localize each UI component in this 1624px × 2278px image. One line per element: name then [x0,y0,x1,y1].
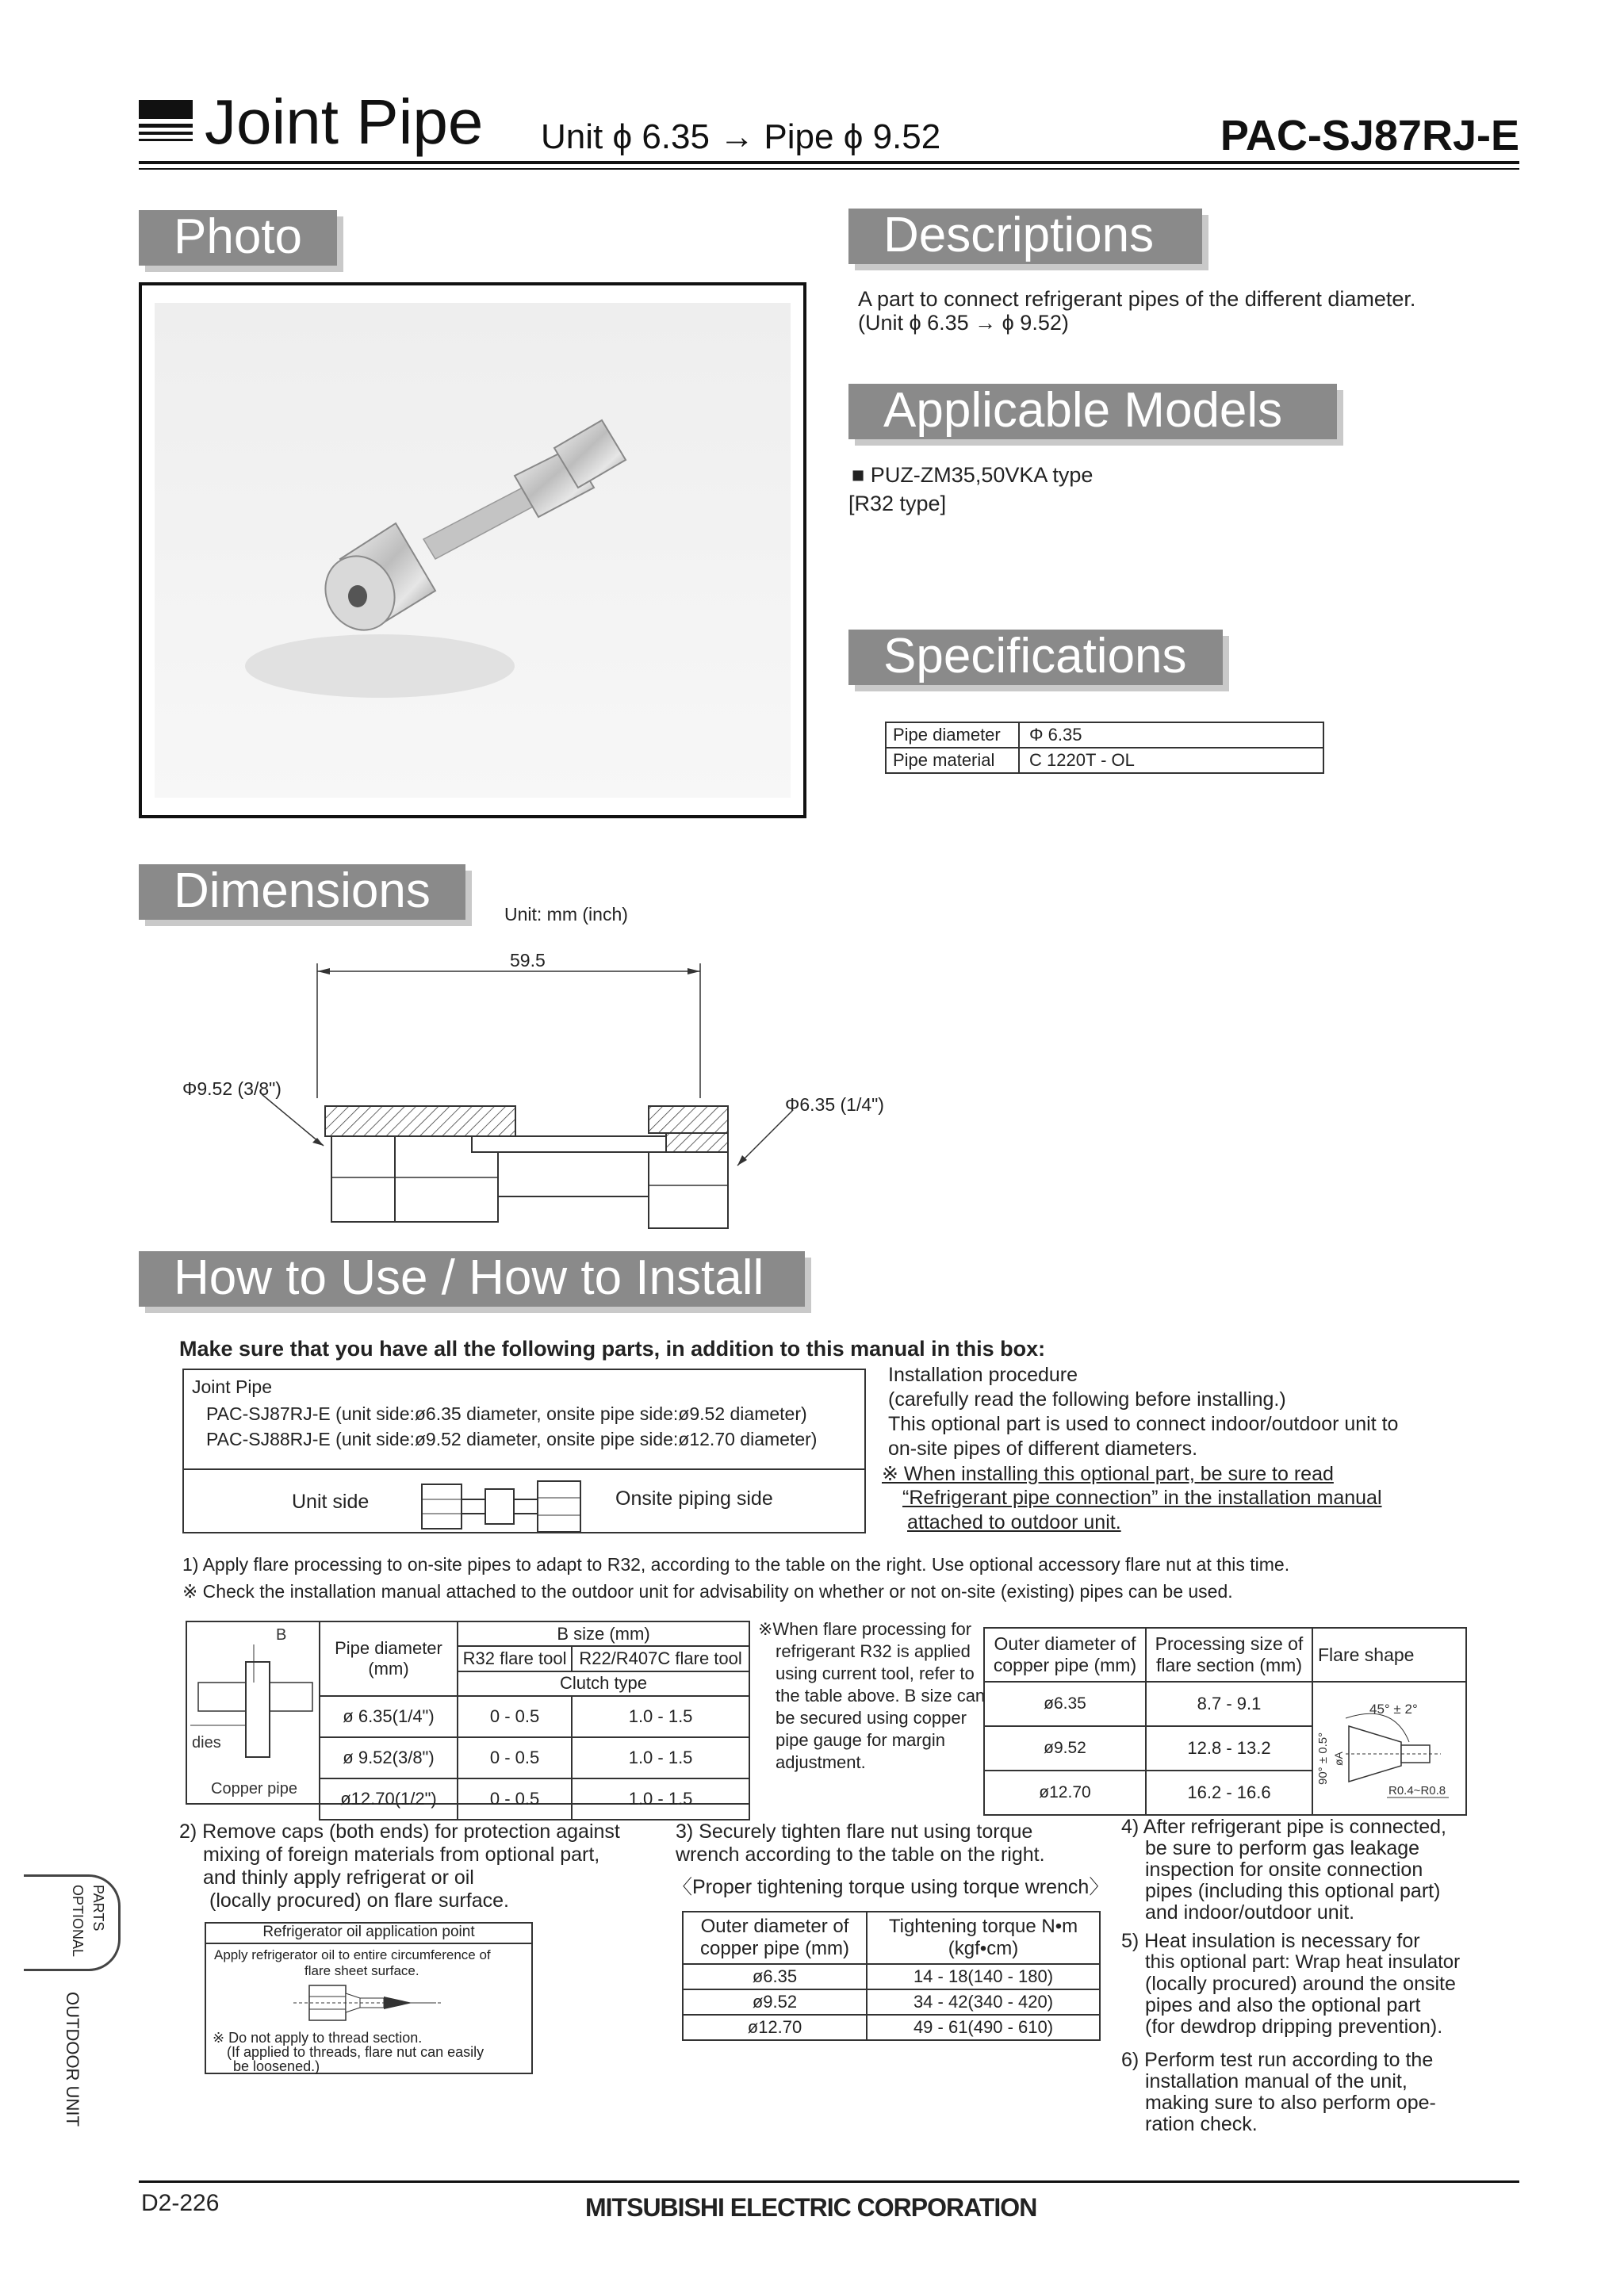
row-r32: 0 - 0.5 [458,1778,572,1820]
step5-line5: (for dewdrop dripping prevention). [1145,2016,1443,2038]
row-diameter: ø 9.52(3/8") [320,1737,458,1778]
step1-note: ※ Check the installation manual attached to the outdoor unit for advisability on whether or not on-site (existing) pipes can be used. [182,1581,1233,1602]
install-intro: Make sure that you have all the following parts, in addition to this manual in this box: [179,1337,1046,1361]
side-tab-optional: OPTIONAL [70,1885,86,1958]
flare-note-6: pipe gauge for margin [776,1730,946,1750]
parts-box-divider [184,1468,864,1470]
parts-box-line1: PAC-SJ87RJ-E (unit side:ø6.35 diameter, onsite pipe side:ø9.52 diameter) [206,1403,807,1424]
procedure-line3: This optional part is used to connect indoor/outdoor unit to [888,1413,1399,1435]
header-torque [867,1912,1100,1964]
header-pipe-diameter: Pipe diameter (mm) [320,1621,458,1696]
row-outer: ø9.52 [984,1726,1146,1771]
flare-note-2: refrigerant R32 is applied [776,1641,971,1661]
procedure-line6: “Refrigerant pipe connection” in the installation manual [902,1487,1382,1509]
description-line1: A part to connect refrigerant pipes of the different diameter. [858,287,1416,311]
section-photo: Photo [139,210,337,266]
header-rule [139,161,1519,164]
row-proc: 16.2 - 16.6 [1146,1771,1312,1815]
unit-side-label: Unit side [292,1491,370,1513]
row-r32: 0 - 0.5 [458,1737,572,1778]
parts-box [182,1369,866,1533]
header-outer-line1: Outer diameter of [994,1633,1136,1654]
flare-tool-table-wrap [186,1621,750,1809]
row-outer: ø9.52 [683,1989,867,2015]
fig-b-label: B [276,1626,287,1644]
row-outer: ø12.70 [984,1771,1146,1815]
page-number: D2-226 [141,2190,220,2216]
spec-label: Pipe material [886,748,1019,773]
step6-line4: ration check. [1145,2113,1258,2135]
model-number: PAC-SJ87RJ-E [1220,112,1519,159]
spec-value: C 1220T - OL [1019,748,1323,773]
description-line2: (Unit ϕ 6.35 → ϕ 9.52) [858,311,1069,335]
step6-line2: installation manual of the unit, [1145,2070,1408,2092]
step4-line2: be sure to perform gas leakage [1145,1837,1420,1859]
header-rule-thin [139,168,1519,170]
spec-value: Φ 6.35 [1019,722,1323,748]
step2-line3: and thinly apply refrigerat or oil [203,1866,474,1889]
section-descriptions: Descriptions [848,209,1202,264]
flare-angle: 45° ± 2° [1369,1702,1418,1717]
row-diameter: ø12.70(1/2") [320,1778,458,1820]
step5-line3: (locally procured) around the onsite [1145,1973,1456,1995]
step6-line1: 6) Perform test run according to the [1121,2049,1434,2071]
model-item: ■ PUZ-ZM35,50VKA type [852,463,1094,487]
oil-box-line2: flare sheet surface. [304,1963,419,1978]
table-row [683,1989,1100,2015]
procedure-line2: (carefully read the following before installing.) [888,1388,1286,1411]
section-dimensions: Dimensions [139,864,465,920]
header-outer-line1: Outer diameter of [700,1916,849,1937]
procedure-line1: Installation procedure [888,1364,1078,1386]
footer-rule [139,2180,1519,2183]
row-outer: ø12.70 [683,2015,867,2040]
page-title: Joint Pipe [205,86,484,157]
row-proc: 8.7 - 9.1 [1146,1682,1312,1726]
flare-note-7: adjustment. [776,1752,866,1772]
step5-line4: pipes and also the optional part [1145,1994,1421,2016]
step4-line4: pipes (including this optional part) [1145,1880,1441,1902]
row-torque: 14 - 18(140 - 180) [867,1964,1100,1989]
flare-a-label: øA [1332,1752,1345,1766]
flare-vertical: 90° ± 0.5° [1316,1732,1330,1785]
dimension-drawing [238,948,872,1233]
flare-die-figure [187,1622,320,1803]
header-logo-line2 [139,132,193,135]
photo-frame [139,282,806,818]
header-outer-diameter [984,1628,1146,1682]
procedure-line5: ※ When installing this optional part, be sure to read [882,1463,1334,1485]
row-outer: ø6.35 [683,1964,867,1989]
step4-line3: inspection for onsite connection [1145,1859,1423,1881]
model-type: [R32 type] [848,492,947,515]
flare-note-4: the table above. B size can [776,1686,986,1706]
row-r22: 1.0 - 1.5 [572,1737,749,1778]
oil-note-3: be loosened.) [233,2058,320,2074]
torque-table [682,1911,1101,2041]
spec-label: Pipe diameter [886,722,1019,748]
flare-shape-cell [1312,1682,1466,1815]
header-outer-diameter [683,1912,867,1964]
company-name: MITSUBISHI ELECTRIC CORPORATION [585,2193,1037,2222]
parts-box-line2: PAC-SJ88RJ-E (unit side:ø9.52 diameter, onsite pipe side:ø12.70 diameter) [206,1429,818,1449]
step5-line2: this optional part: Wrap heat insulator [1145,1951,1461,1973]
step4-line5: and indoor/outdoor unit. [1145,1901,1355,1924]
header-proc-line2: flare section (mm) [1155,1655,1303,1675]
side-tab-optional-parts [24,1874,121,1971]
table-row [320,1696,749,1737]
table-row [984,1682,1466,1726]
step3-line2: wrench according to the table on the right. [676,1843,1045,1866]
table-row [320,1778,749,1820]
flare-tool-table [319,1621,750,1820]
row-r22: 1.0 - 1.5 [572,1778,749,1820]
flare-radius: R0.4~R0.8 [1388,1784,1446,1798]
procedure-line4: on-site pipes of different diameters. [888,1438,1198,1460]
step6-line3: making sure to also perform ope- [1145,2092,1436,2114]
header-logo-line1 [139,124,193,128]
parts-box-title: Joint Pipe [192,1376,273,1397]
oil-box-line1: Apply refrigerator oil to entire circumference of [214,1947,491,1962]
header-flare-shape: Flare shape [1312,1628,1466,1682]
header-outer-line2: copper pipe (mm) [699,1938,850,1959]
section-applicable-models: Applicable Models [848,384,1337,439]
header-clutch-type: Clutch type [458,1671,749,1696]
oil-point-drawing [293,1979,452,2027]
side-tab-parts: PARTS [90,1885,106,1932]
fig-copper-label: Copper pipe [211,1780,297,1798]
side-tab-outdoor-unit: OUTDOOR UNIT [63,1992,82,2127]
flare-shape-table [983,1627,1467,1816]
oil-note-2: (If applied to threads, flare nut can easily [227,2044,485,2060]
flare-note-3: using current tool, refer to [776,1664,975,1683]
oil-box-title: Refrigerator oil application point [206,1924,531,1944]
spec-table [885,722,1324,774]
section-how-to: How to Use / How to Install [139,1251,805,1307]
fig-dies-label: dies [192,1734,221,1752]
step2-line4: (locally procured) on flare surface. [209,1889,509,1912]
oil-note-1: ※ Do not apply to thread section. [213,2030,423,2046]
header-torque-line2: (kgf•cm) [948,1938,1019,1959]
section-specifications: Specifications [848,630,1223,685]
step2-line2: mixing of foreign materials from optional part, [203,1843,600,1866]
header-torque-line1: Tightening torque N•m [888,1916,1078,1937]
header-b-size: B size (mm) [458,1621,749,1646]
joint-pipe-icon [416,1473,590,1537]
dimension-right-diameter: Φ6.35 (1/4") [785,1094,884,1115]
dimension-length: 59.5 [510,950,546,971]
step2-line1: 2) Remove caps (both ends) for protection against [179,1820,620,1843]
row-r22: 1.0 - 1.5 [572,1696,749,1737]
header-processing-size [1146,1628,1312,1682]
row-outer: ø6.35 [984,1682,1146,1726]
joint-pipe-photo [142,285,803,815]
row-proc: 12.8 - 13.2 [1146,1726,1312,1771]
table-row [683,2015,1100,2040]
row-r32: 0 - 0.5 [458,1696,572,1737]
header-r22-tool: R22/R407C flare tool [572,1646,749,1671]
step5-line1: 5) Heat insulation is necessary for [1121,1930,1420,1952]
table-row [683,1964,1100,1989]
dimension-left-diameter: Φ9.52 (3/8") [182,1078,282,1099]
step3-line1: 3) Securely tighten flare nut using torque [676,1820,1033,1843]
flare-note-1: ※When flare processing for [758,1619,972,1639]
procedure-line7: attached to outdoor unit. [907,1511,1121,1533]
row-torque: 34 - 42(340 - 420) [867,1989,1100,2015]
header-logo-block [139,100,193,119]
header-proc-line1: Processing size of [1155,1633,1304,1654]
oil-point-box [205,1922,533,2074]
step3-line3: 〈Proper tightening torque using torque wrench〉 [672,1876,1109,1898]
step1-text: 1) Apply flare processing to on-site pipes to adapt to R32, according to the table on the right. Use optional accessory flare nut at this time. [182,1554,1290,1575]
spec-row [886,748,1323,773]
flare-note-5: be secured using copper [776,1708,967,1728]
page-subtitle: Unit ϕ 6.35 → Pipe ϕ 9.52 [541,117,941,156]
dimension-unit: Unit: mm (inch) [504,904,628,925]
flare-shape-drawing [1314,1686,1465,1805]
header-outer-line2: copper pipe (mm) [993,1655,1137,1675]
row-torque: 49 - 61(490 - 610) [867,2015,1100,2040]
table-row [320,1737,749,1778]
header-logo-line3 [139,139,193,141]
step4-line1: 4) After refrigerant pipe is connected, [1121,1816,1446,1838]
row-diameter: ø 6.35(1/4") [320,1696,458,1737]
spec-row [886,722,1323,748]
header-r32-tool: R32 flare tool [458,1646,572,1671]
onsite-side-label: Onsite piping side [615,1487,773,1510]
